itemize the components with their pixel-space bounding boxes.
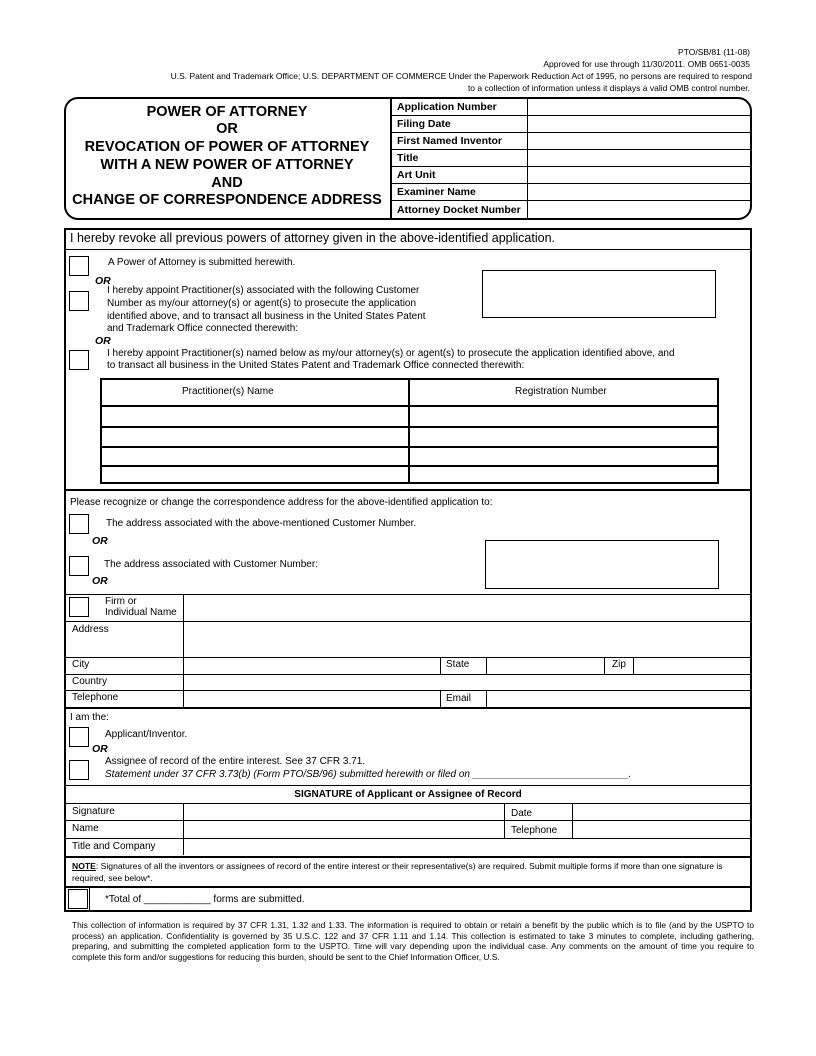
city-field[interactable]	[185, 658, 439, 673]
title-line-5: AND	[211, 175, 243, 191]
label-art-unit: Art Unit	[397, 169, 436, 181]
firm-name-field[interactable]	[185, 596, 750, 620]
telephone-label: Telephone	[72, 692, 119, 703]
practitioner-name-input[interactable]	[102, 448, 407, 464]
address-label: Address	[72, 624, 109, 635]
name-label: Name	[72, 823, 99, 834]
signer-telephone-label: Telephone	[511, 825, 558, 836]
email-field[interactable]	[488, 691, 750, 706]
applicant-inventor-checkbox[interactable]	[69, 727, 89, 747]
state-label: State	[446, 659, 470, 670]
customer-address-checkbox[interactable]	[69, 514, 89, 534]
label-title: Title	[397, 152, 419, 164]
registration-number-input[interactable]	[411, 428, 717, 445]
first-named-inventor-field[interactable]	[529, 133, 749, 148]
art-unit-field[interactable]	[529, 167, 749, 182]
registration-number-input[interactable]	[411, 407, 717, 425]
title-company-field[interactable]	[185, 839, 750, 855]
firm-label-2: Individual Name	[105, 607, 177, 618]
or-label: OR	[95, 335, 111, 347]
correspondence-heading: Please recognize or change the correspondence address for the above-identified application to:	[70, 497, 493, 508]
assignee-checkbox[interactable]	[69, 760, 89, 780]
state-field[interactable]	[488, 658, 603, 673]
address-field[interactable]	[185, 623, 750, 656]
appoint-customer-text-3: identified above, and to transact all business in the United States Patent	[107, 311, 426, 322]
title-line-4: WITH A NEW POWER OF ATTORNEY	[100, 157, 354, 173]
agency-line: U.S. Patent and Trademark Office; U.S. DEPARTMENT OF COMMERCE Under the Paperwork Reduction Act of 1995, no persons are required to respond	[170, 71, 752, 81]
practitioner-name-header: Practitioner(s) Name	[182, 386, 274, 397]
firm-name-checkbox[interactable]	[69, 597, 89, 617]
title-line-1: POWER OF ATTORNEY	[146, 104, 308, 120]
signature-field[interactable]	[185, 804, 503, 819]
title-line-2: OR	[216, 121, 238, 137]
attorney-docket-number-field[interactable]	[529, 201, 749, 216]
signature-label: Signature	[72, 806, 115, 817]
appoint-customer-text-4: and Trademark Office connected therewith:	[107, 323, 299, 334]
total-forms-checkbox[interactable]	[68, 889, 88, 909]
label-filing-date: Filing Date	[397, 118, 451, 130]
appoint-customer-number-checkbox[interactable]	[69, 291, 89, 311]
registration-number-input[interactable]	[411, 467, 717, 482]
poa-submitted-label: A Power of Attorney is submitted herewith.	[108, 257, 296, 268]
other-customer-number-label: The address associated with Customer Number:	[104, 559, 318, 570]
practitioner-name-input[interactable]	[102, 428, 407, 445]
telephone-field[interactable]	[185, 691, 439, 706]
assignee-statement: Statement under 37 CFR 3.73(b) (Form PTO/SB/96) submitted herewith or filed on ____________________________.	[105, 769, 632, 780]
appoint-named-text-1: I hereby appoint Practitioner(s) named below as my/our attorney(s) or agent(s) to prosecute the application identified above, and	[107, 348, 675, 359]
label-examiner-name: Examiner Name	[397, 186, 476, 198]
signer-telephone-field[interactable]	[574, 821, 750, 837]
email-label: Email	[446, 693, 472, 704]
assignee-label: Assignee of record of the entire interest. See 37 CFR 3.71.	[105, 756, 366, 767]
customer-number-box[interactable]	[482, 270, 716, 318]
poa-submitted-checkbox[interactable]	[69, 256, 89, 276]
form-number: PTO/SB/81 (11-08)	[678, 47, 750, 57]
practitioner-name-input[interactable]	[102, 407, 407, 425]
title-company-label: Title and Company	[72, 841, 156, 852]
practitioner-name-input[interactable]	[102, 467, 407, 482]
firm-label-1: Firm or	[105, 596, 137, 607]
appoint-customer-text-2: Number as my/our attorney(s) or agent(s) to prosecute the application	[107, 298, 417, 309]
total-forms-label: *Total of ____________ forms are submitted.	[105, 894, 305, 905]
burden-statement: This collection of information is required by 37 CFR 1.31, 1.32 and 1.33. The information is required to obtain or retain a benefit by the public which is to file (and by the USPTO to process) an application. Confidentiality is governed by 35 U.S.C. 122 and 37 CFR 1.11 and 1.14. This collection is estimated to take 3 minutes to complete, including gathering, preparing, and submitting the completed application form to the USPTO. Time will vary depending upon the individual case. Any comments on the amount of time you require to complete this form and/or suggestions for reducing this burden, should be sent to the Chief Information Officer, U.S.	[72, 920, 754, 962]
label-application-number: Application Number	[397, 101, 497, 113]
country-label: Country	[72, 676, 108, 687]
appoint-named-text-2: to transact all business in the United States Patent and Trademark Office connected therewith:	[107, 360, 525, 371]
appoint-customer-text-1: I hereby appoint Practitioner(s) associated with the following Customer	[107, 285, 420, 296]
zip-label: Zip	[612, 659, 626, 670]
revoke-heading: I hereby revoke all previous powers of attorney given in the above-identified application.	[70, 231, 556, 245]
or-label: OR	[92, 575, 108, 587]
approval-line: Approved for use through 11/30/2011. OMB 0651-0035	[543, 59, 750, 69]
label-attorney-docket-number: Attorney Docket Number	[397, 204, 521, 216]
country-field[interactable]	[185, 675, 750, 689]
note-text	[72, 860, 746, 884]
or-label: OR	[95, 275, 111, 287]
i-am-the-label: I am the:	[70, 712, 109, 723]
appoint-named-practitioners-checkbox[interactable]	[69, 350, 89, 370]
signature-heading: SIGNATURE of Applicant or Assignee of Record	[294, 789, 522, 800]
note-label: NOTE	[72, 861, 96, 871]
application-number-field[interactable]	[529, 99, 749, 114]
title-field[interactable]	[529, 150, 749, 165]
date-label: Date	[511, 808, 533, 819]
applicant-inventor-label: Applicant/Inventor.	[105, 729, 188, 740]
filing-date-field[interactable]	[529, 116, 749, 131]
other-customer-number-box[interactable]	[485, 540, 719, 589]
omb-line: to a collection of information unless it displays a valid OMB control number.	[467, 83, 750, 93]
registration-number-input[interactable]	[411, 448, 717, 464]
note-body: : Signatures of all the inventors or assignees of record of the entire interest or their representative(s) are required. Submit multiple forms if more than one signature is required, see below*.	[72, 861, 723, 883]
other-customer-number-checkbox[interactable]	[69, 556, 89, 576]
or-label: OR	[92, 743, 108, 755]
date-field[interactable]	[574, 804, 750, 819]
city-label: City	[72, 659, 90, 670]
name-field[interactable]	[185, 821, 503, 837]
registration-number-header: Registration Number	[515, 386, 607, 397]
zip-field[interactable]	[635, 658, 750, 673]
title-line-3: REVOCATION OF POWER OF ATTORNEY	[84, 139, 370, 155]
title-line-6: CHANGE OF CORRESPONDENCE ADDRESS	[72, 192, 382, 208]
or-label: OR	[92, 535, 108, 547]
examiner-name-field[interactable]	[529, 184, 749, 199]
label-first-named-inventor: First Named Inventor	[397, 135, 503, 147]
customer-address-label: The address associated with the above-mentioned Customer Number.	[106, 518, 417, 529]
